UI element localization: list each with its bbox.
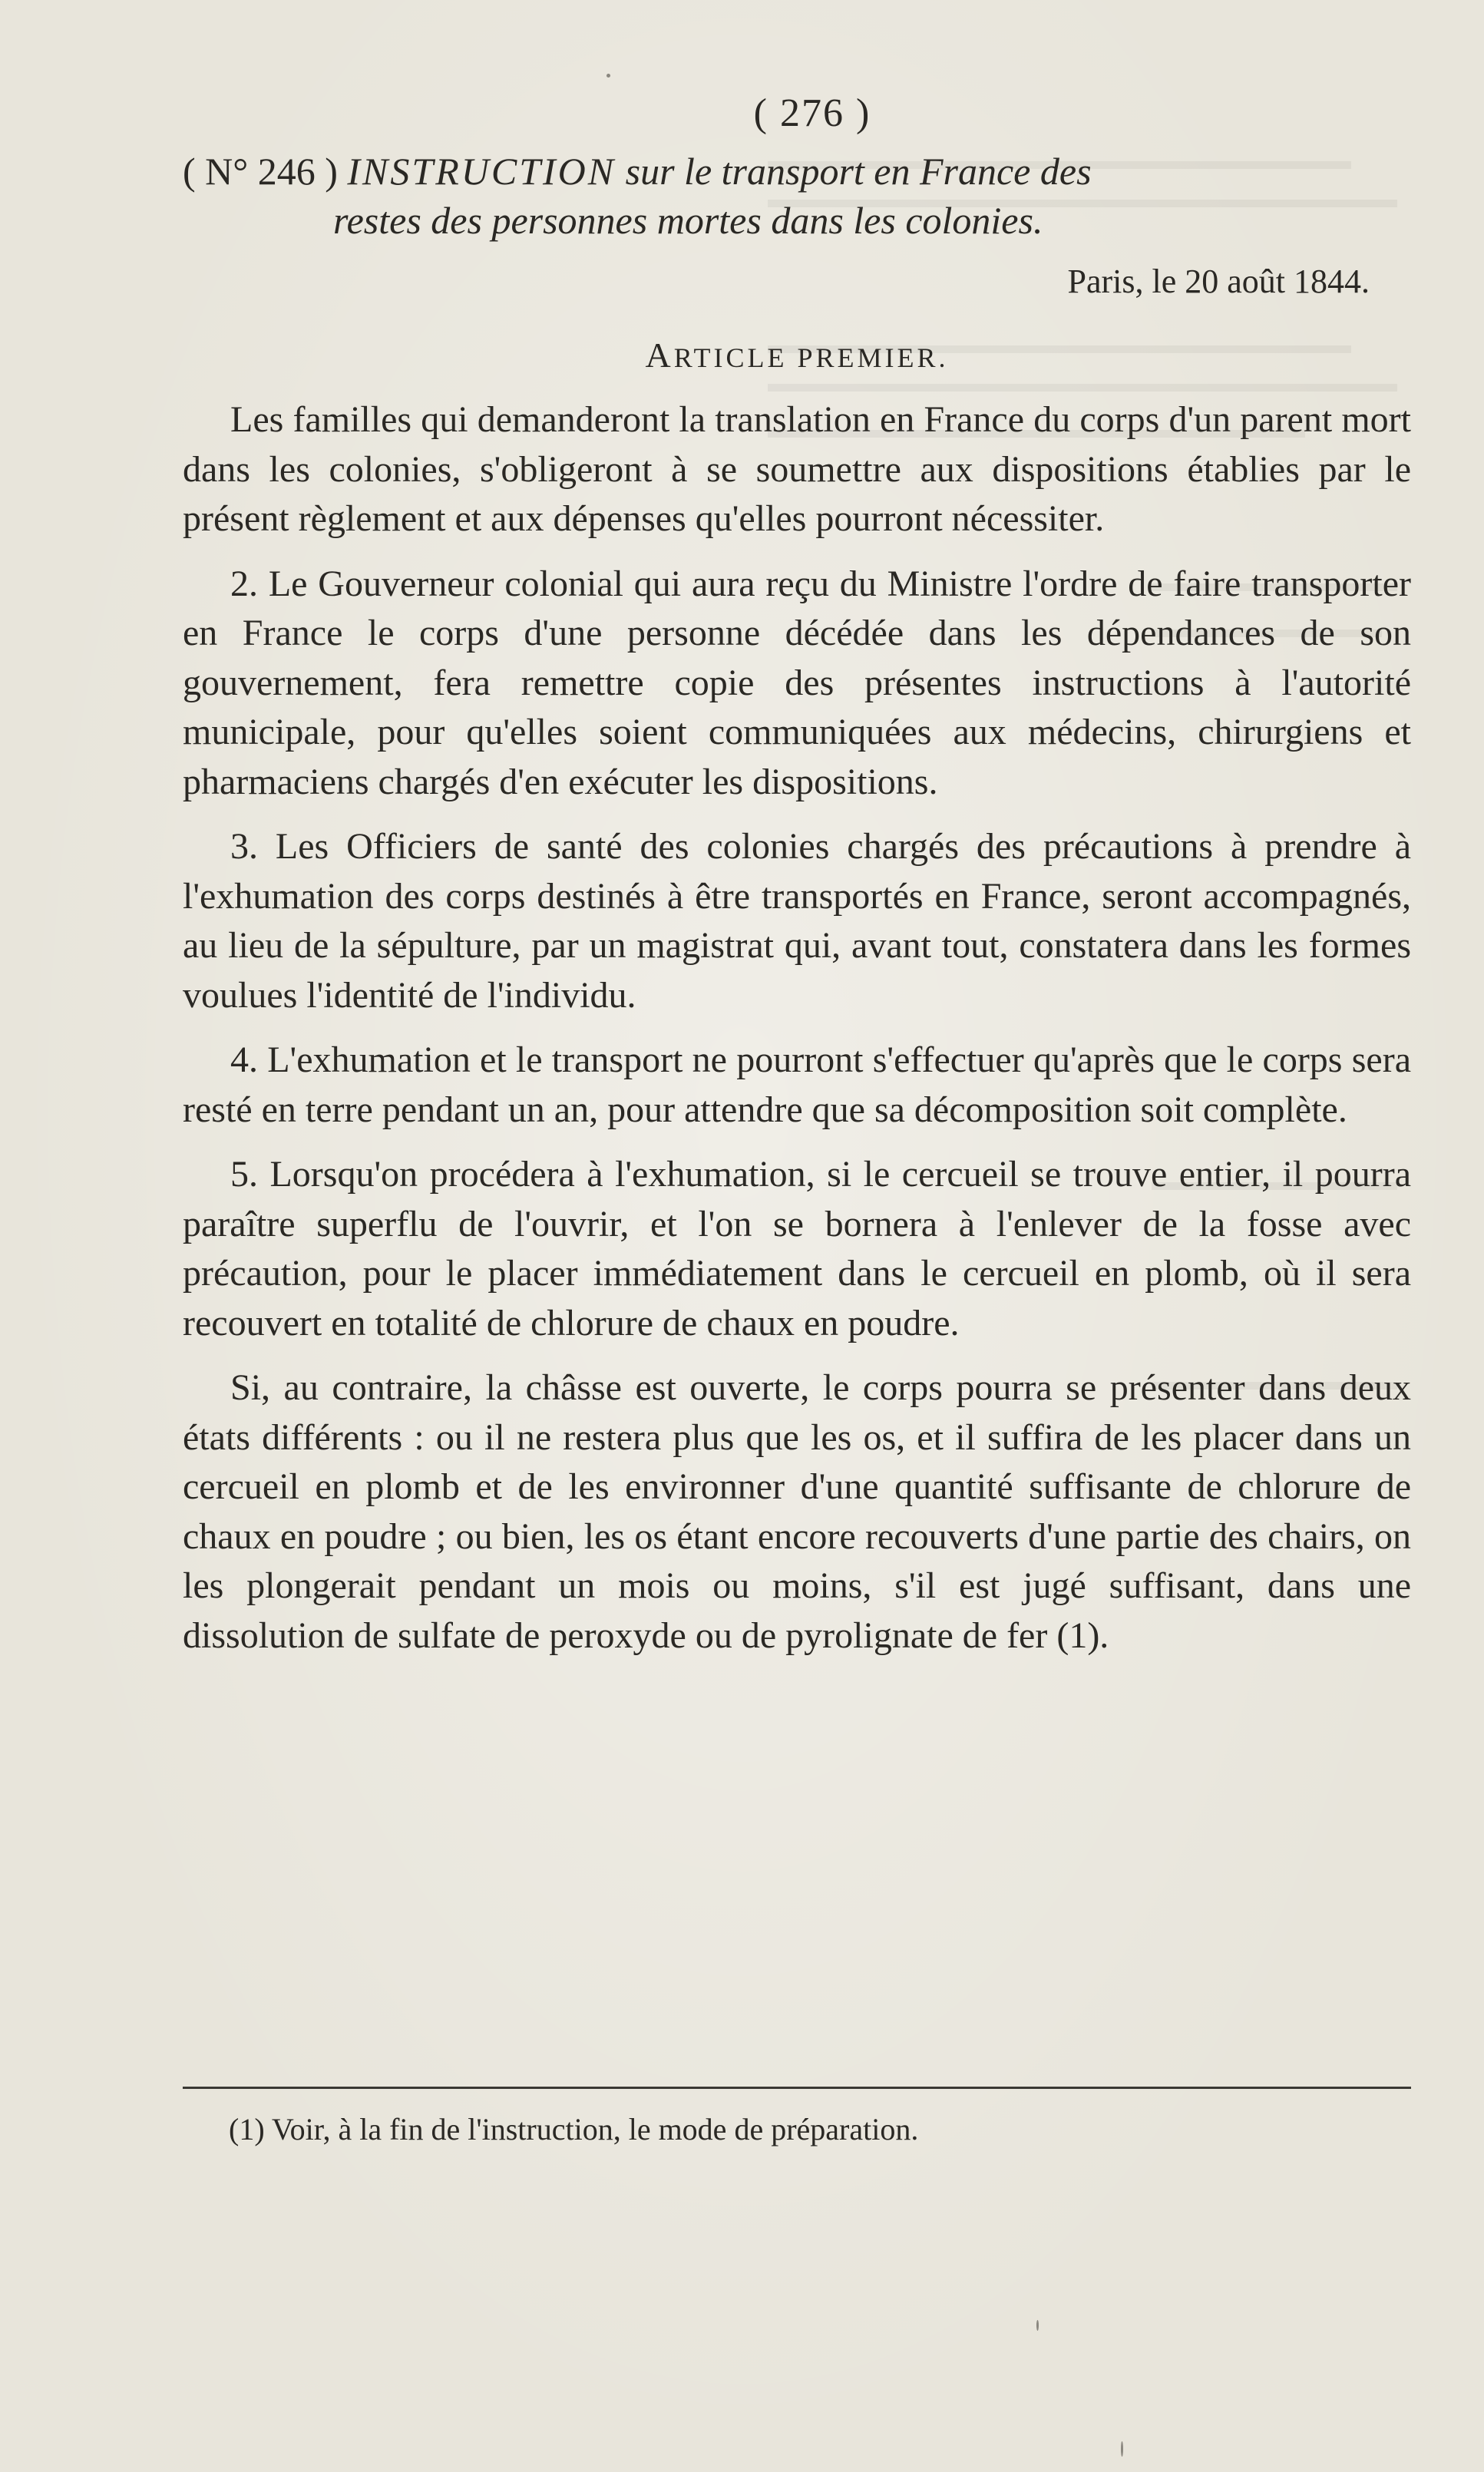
paragraph-1: Les familles qui demanderont la translation en France du corps d'un parent mort dans les colonies, s'obligeront à se soumettre aux dispositions établies par le présent règlement et aux dépenses qu'elles pourront nécessiter. (183, 399, 1411, 539)
article-title-initial: A (645, 335, 674, 375)
page-content (183, 91, 1411, 1661)
document-title-line2: restes des personnes mortes dans les colonies. (333, 199, 1043, 242)
document-heading-line2 (183, 196, 1411, 245)
paragraph-4: 4. L'exhumation et le transport ne pourront s'effectuer qu'après que le corps sera resté en terre pendant un an, pour attendre que sa décomposition soit complète. (183, 1039, 1411, 1130)
paragraph-3: 3. Les Officiers de santé des colonies chargés des précautions à prendre à l'exhumation des corps destinés à être transportés en France, seront accompagnés, au lieu de la sépulture, par un magistrat qui, avant tout, constatera dans les formes voulues l'identité de l'individu. (183, 826, 1411, 1016)
footnote: (1) Voir, à la fin de l'instruction, le mode de préparation. (229, 2112, 919, 2146)
dateline: Paris, le 20 août 1844. (1067, 263, 1370, 300)
footnote-rule (183, 2087, 1411, 2089)
article-title-rest: RTICLE PREMIER. (673, 342, 949, 373)
page-number: ( 276 ) (753, 91, 871, 135)
article-title (183, 335, 1411, 375)
paragraph-5: 5. Lorsqu'on procédera à l'exhumation, si le cercueil se trouve entier, il pourra paraître superflu de l'ouvrir, et l'on se bornera à l'enlever de la fosse avec précaution, pour le placer immédiatement dans le cercueil en plomb, où il sera recouvert en totalité de chlorure de chaux en poudre. (183, 1154, 1411, 1343)
paragraph-6: Si, au contraire, la châsse est ouverte, le corps pourra se présenter dans deux états différents : ou il ne restera plus que les os, et il suffira de les placer dans un cercueil en plomb et de les environner d'une quantité suffisante de chlorure de chaux en poudre ; ou bien, les os étant encore recouverts d'une partie des chairs, on les plongerait pendant un mois ou moins, s'il est jugé suffisant, dans une dissolution de sulfate de peroxyde ou de pyrolignate de fer (1). (183, 1367, 1411, 1656)
document-heading (183, 147, 1411, 196)
document-title-line1: sur le transport en France des (625, 150, 1092, 193)
document-title-caps: INSTRUCTION (347, 150, 616, 193)
paragraph-2: 2. Le Gouverneur colonial qui aura reçu du Ministre l'ordre de faire transporter en France le corps d'une personne décédée dans les dépendances de son gouvernement, fera remettre copie des présentes instructions à l'autorité municipale, pour qu'elles soient communiquées aux médecins, chirurgiens et pharmaciens chargés d'en exécuter les dispositions. (183, 563, 1411, 802)
document-number: ( N° 246 ) (183, 150, 338, 193)
